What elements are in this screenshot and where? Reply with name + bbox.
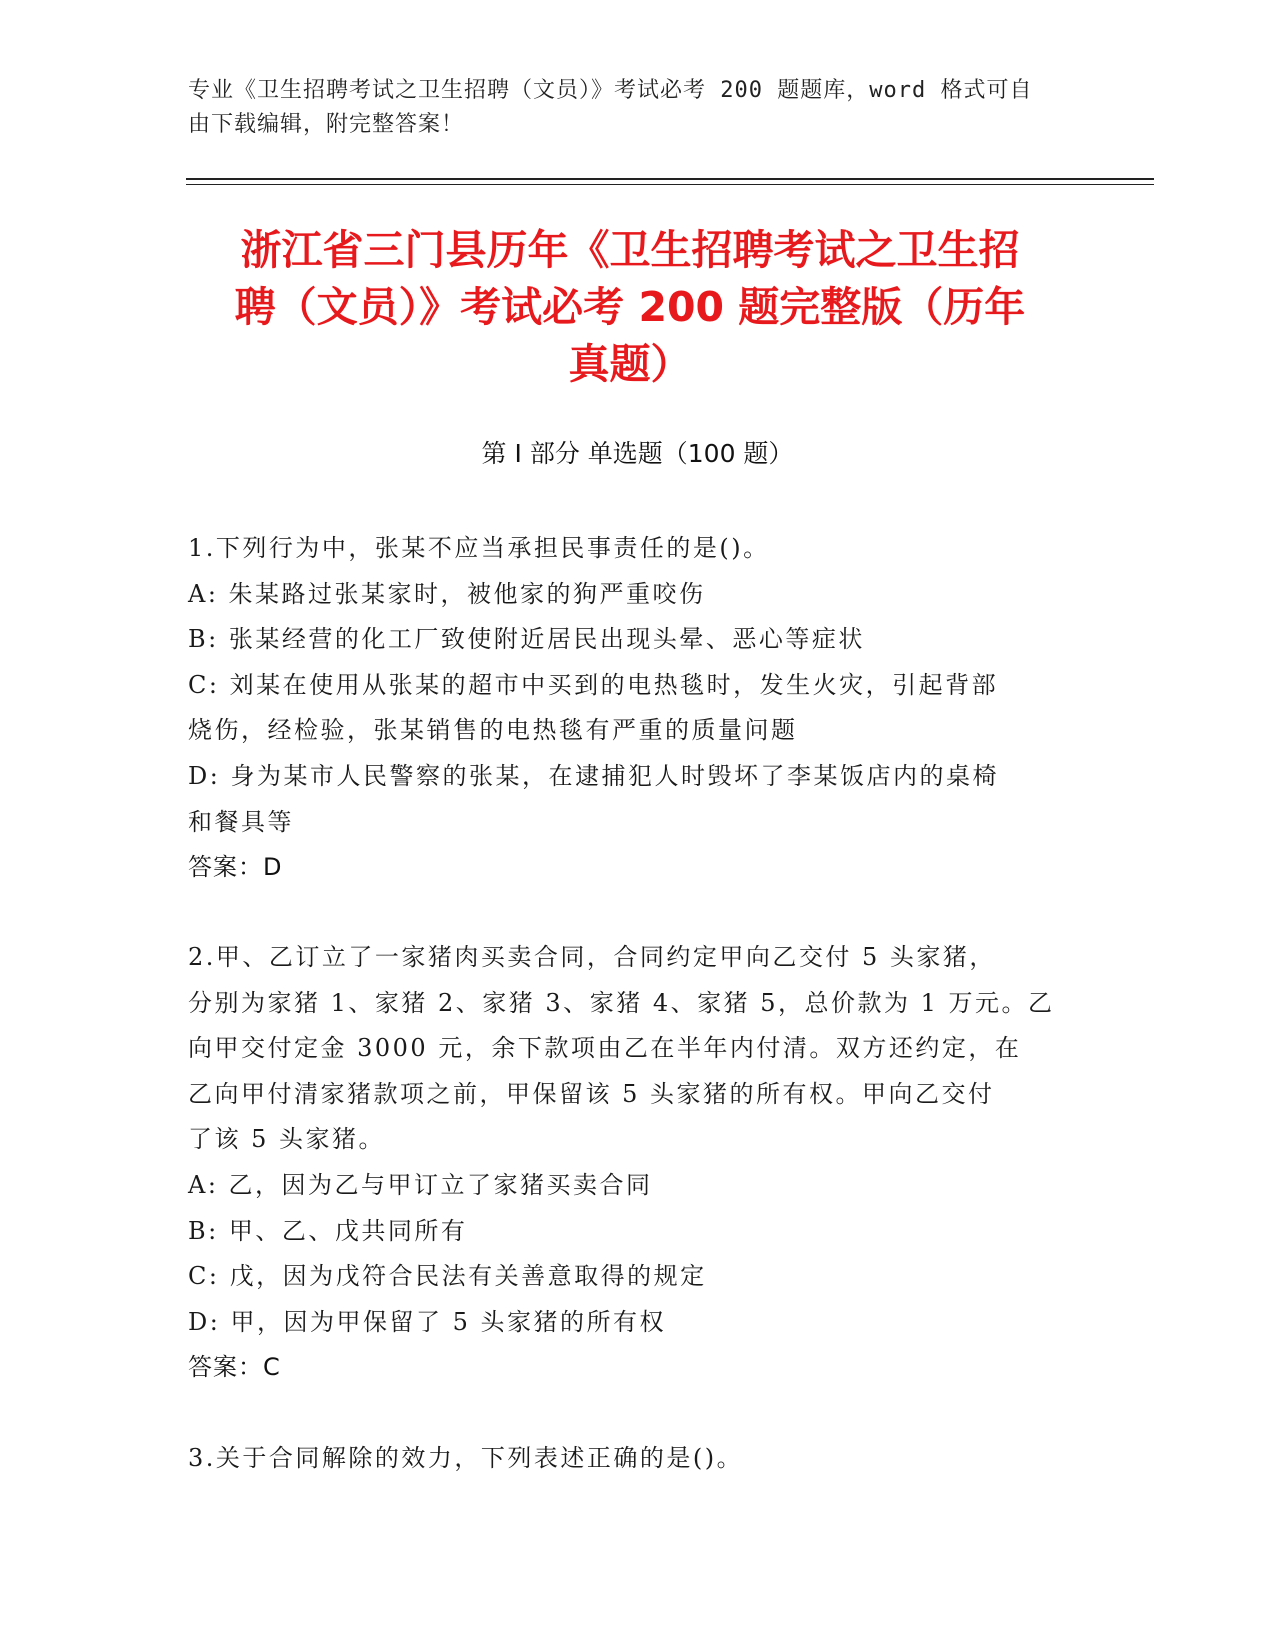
answer-label: 答案：D [188,853,283,882]
question-block [188,1436,1068,1482]
header-note [188,74,1068,142]
question-block [188,935,1068,1391]
question-stem: 2.甲、乙订立了一家猪肉买卖合同，合同约定甲向乙交付 5 头家猪， [188,943,996,971]
option-d: D: 身为某市人民警察的张某，在逮捕犯人时毁坏了李某饭店内的桌椅 [188,761,999,790]
option-c: C: 戊，因为戊符合民法有关善意取得的规定 [188,1262,707,1291]
header-divider-thin [186,184,1154,185]
document-title-line: 真题） [568,340,692,388]
question-stem: 了该 5 头家猪。 [188,1125,386,1154]
question-stem: 3.关于合同解除的效力，下列表述正确的是()。 [188,1444,744,1472]
question-stem: 分别为家猪 1、家猪 2、家猪 3、家猪 4、家猪 5，总价款为 1 万元。乙 [188,988,1055,1017]
option-d-continued: 和餐具等 [188,807,294,836]
header-note-line: 专业《卫生招聘考试之卫生招聘（文员）》考试必考 200 题题库，word 格式可自 [188,78,1033,103]
answer-label: 答案：C [188,1353,281,1382]
document-title-line: 聘（文员）》考试必考 200 题完整版（历年 [234,283,1026,331]
question-stem: 乙向甲付清家猪款项之前，甲保留该 5 头家猪的所有权。甲向乙交付 [188,1079,995,1108]
option-c: C: 刘某在使用从张某的超市中买到的电热毯时，发生火灾，引起背部 [188,670,999,699]
option-a: A: 朱某路过张某家时，被他家的狗严重咬伤 [188,579,706,608]
header-divider-thick [186,178,1154,180]
header-note-line: 由下载编辑，附完整答案！ [188,112,465,137]
question-stem: 向甲交付定金 3000 元，余下款项由乙在半年内付清。双方还约定，在 [188,1034,1022,1063]
option-d: D: 甲，因为甲保留了 5 头家猪的所有权 [188,1307,666,1336]
question-block [188,526,1068,891]
option-a: A: 乙，因为乙与甲订立了家猪买卖合同 [188,1170,653,1199]
question-stem: 1.下列行为中，张某不应当承担民事责任的是()。 [188,534,770,562]
option-c-continued: 烧伤，经检验，张某销售的电热毯有严重的质量问题 [188,716,798,745]
option-b: B: 张某经营的化工厂致使附近居民出现头晕、恶心等症状 [188,625,865,654]
document-title [170,222,1090,393]
document-title-line: 浙江省三门县历年《卫生招聘考试之卫生招 [240,226,1020,274]
section-heading: 第 I 部分 单选题（100 题） [481,439,794,468]
option-b: B: 甲、乙、戊共同所有 [188,1216,468,1245]
